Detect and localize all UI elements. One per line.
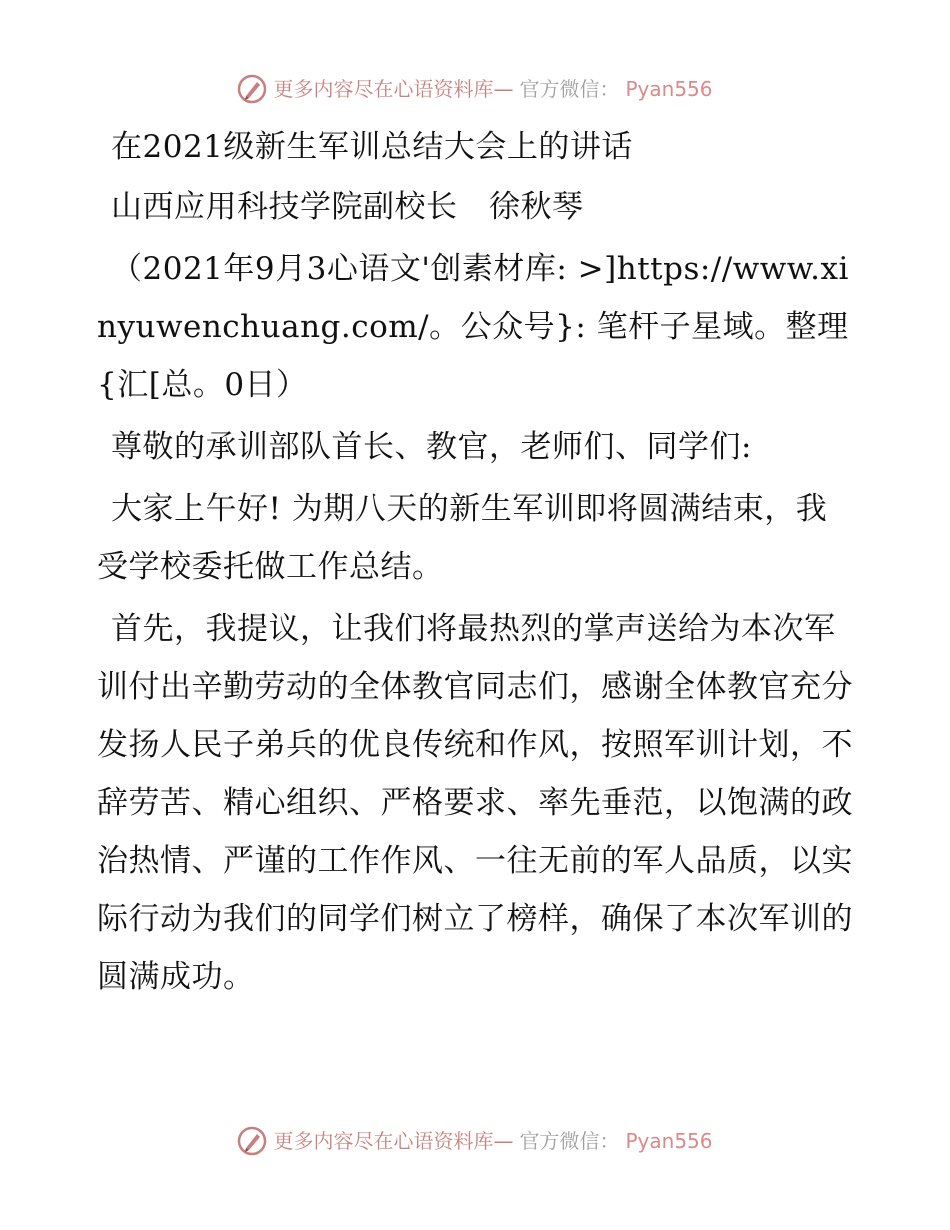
salutation: 尊敬的承训部队首长、教官，老师们、同学们: bbox=[111, 429, 752, 465]
footer-watermark bbox=[0, 1126, 950, 1156]
watermark-main-text: 更多内容尽在心语资料库— bbox=[273, 77, 514, 101]
watermark-label: 官方微信： bbox=[519, 77, 620, 101]
paragraph-2: 首先，我提议，让我们将最热烈的掌声送给为本次军训付出辛勤劳动的全体教官同志们，感谢全体教官充分发扬人民子弟兵的优良传统和作风，按照军训计划，不辞劳苦、精心组织、严格要求、率先垂范，以饱满的政治热情、严谨的工作作风、一往无前的军人品质，以实际行动为我们的同学们树立了榜样，确保了本次军训的圆满成功。 bbox=[97, 611, 853, 995]
speaker-line: 山西应用科技学院副校长 徐秋琴 bbox=[111, 189, 584, 225]
document-body bbox=[97, 118, 857, 1010]
document-title: 在2021级新生军训总结大会上的讲话 bbox=[111, 129, 633, 165]
header-watermark bbox=[0, 74, 950, 104]
pen-logo-icon bbox=[237, 74, 267, 104]
watermark-label: 官方微信： bbox=[519, 1129, 620, 1153]
paragraph-1: 大家上午好! 为期八天的新生军训即将圆满结束，我受学校委托做工作总结。 bbox=[97, 491, 828, 585]
pen-logo-icon bbox=[237, 1126, 267, 1156]
watermark-main-text: 更多内容尽在心语资料库— bbox=[273, 1129, 514, 1153]
watermark-id: Pyan556 bbox=[625, 77, 713, 101]
watermark-id: Pyan556 bbox=[625, 1129, 713, 1153]
date-line: （2021年9月3心语文'创素材库: >]https://www.xinyuwenchuang.com/。公众号}: 笔杆子星域。整理{汇[总。0日） bbox=[97, 251, 849, 403]
